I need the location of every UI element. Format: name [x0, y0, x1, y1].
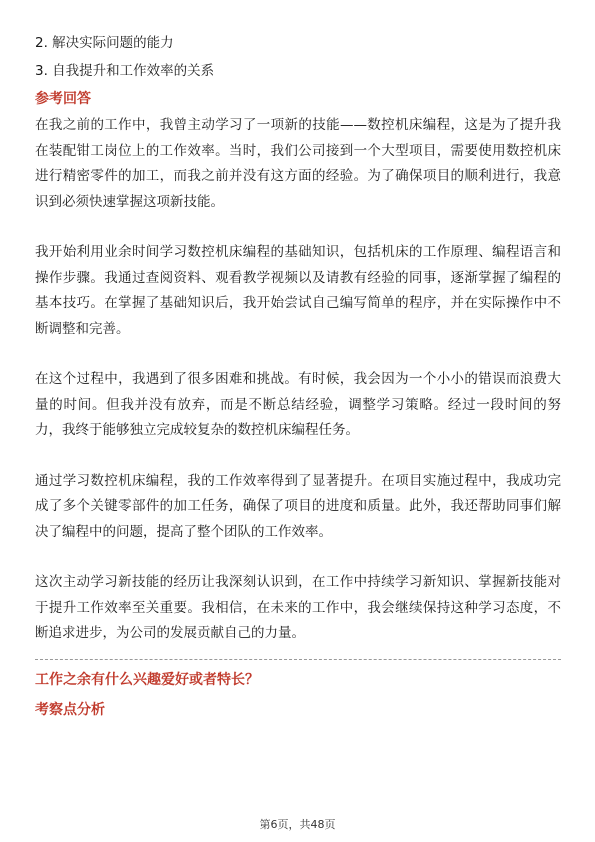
answer-paragraph-1: 在我之前的工作中，我曾主动学习了一项新的技能——数控机床编程，这是为了提升我在装配钳工岗位上的工作效率。当时，我们公司接到一个大型项目，需要使用数控机床进行精密零件的加工，而我之前并没有这方面的经验。为了确保项目的顺利进行，我意识到必须快速掌握这项新技能。: [35, 117, 561, 210]
answer-paragraph-4: 通过学习数控机床编程，我的工作效率得到了显著提升。在项目实施过程中，我成功完成了多个关键零部件的加工任务，确保了项目的进度和质量。此外，我还帮助同事们解决了编程中的问题，提高了整个团队的工作效率。: [35, 472, 561, 540]
answer-paragraph-3: 在这个过程中，我遇到了很多困难和挑战。有时候，我会因为一个小小的错误而浪费大量的时间。但我并没有放弃，而是不断总结经验，调整学习策略。经过一段时间的努力，我终于能够独立完成较复杂的数控机床编程任务。: [35, 371, 561, 438]
page-footer: 第6页，共48页: [259, 818, 336, 831]
section-divider: [35, 659, 561, 660]
answer-paragraph-2: 我开始利用业余时间学习数控机床编程的基础知识，包括机床的工作原理、编程语言和操作步骤。我通过查阅资料、观看教学视频以及请教有经验的同事，逐渐掌握了编程的基本技巧。在掌握了基础知识后，我开始尝试自己编写简单的程序，并在实际操作中不断调整和完善。: [35, 244, 561, 337]
analysis-heading: 考察点分析: [35, 701, 105, 718]
list-item: 3. 自我提升和工作效率的关系: [35, 63, 215, 79]
question-title: 工作之余有什么兴趣爱好或者特长？: [35, 671, 259, 688]
page-content: [35, 33, 561, 720]
answer-paragraph-5: 这次主动学习新技能的经历让我深刻认识到，在工作中持续学习新知识、掌握新技能对于提升工作效率至关重要。我相信，在未来的工作中，我会继续保持这种学习态度，不断追求进步，为公司的发展贡献自己的力量。: [35, 574, 561, 641]
answer-label: 参考回答: [35, 91, 91, 107]
list-item: 2. 解决实际问题的能力: [35, 35, 174, 51]
